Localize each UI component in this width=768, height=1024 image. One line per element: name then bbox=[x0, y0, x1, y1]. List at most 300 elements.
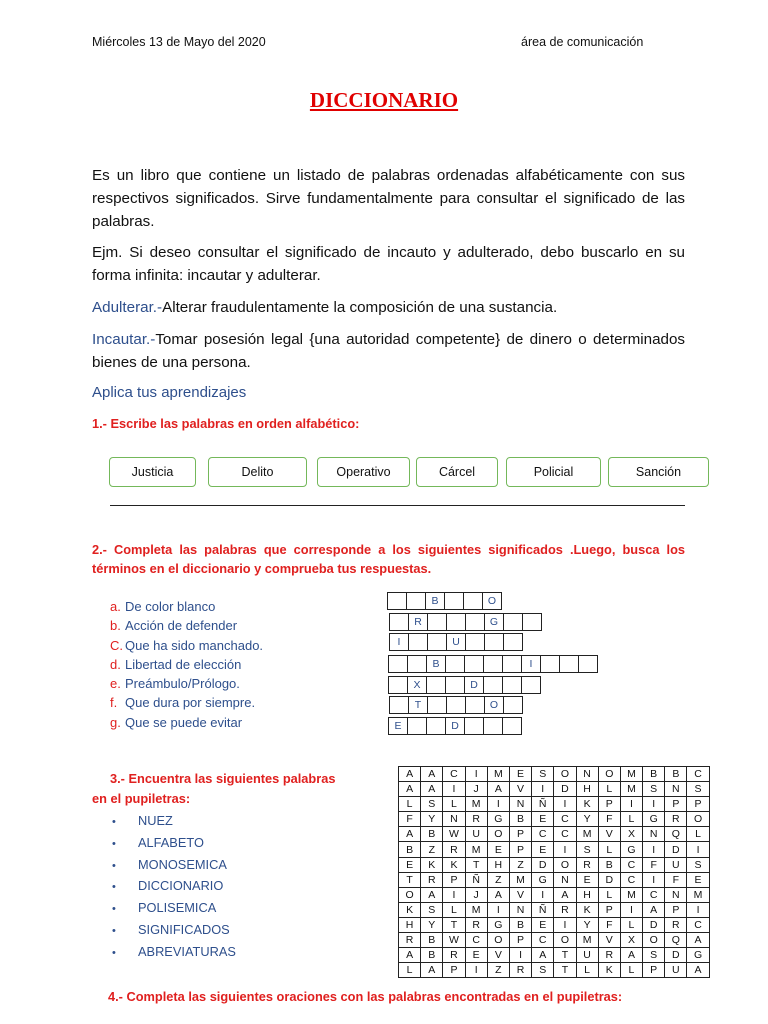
word-search-cell[interactable]: C bbox=[620, 872, 642, 887]
word-search-cell[interactable]: M bbox=[465, 842, 487, 857]
search-word-label: NUEZ bbox=[138, 813, 173, 828]
word-search-cell[interactable]: G bbox=[532, 872, 554, 887]
word-search-cell[interactable]: V bbox=[509, 887, 531, 902]
word-search-cell[interactable]: Z bbox=[487, 963, 509, 978]
word-search-cell[interactable]: M bbox=[509, 872, 531, 887]
word-search-cell[interactable]: D bbox=[643, 917, 665, 932]
word-search-row bbox=[399, 948, 710, 963]
word-search-cell[interactable]: R bbox=[576, 857, 598, 872]
word-search-cell[interactable]: R bbox=[465, 917, 487, 932]
search-word-label: SIGNIFICADOS bbox=[138, 921, 230, 937]
blank-letter-cell[interactable] bbox=[485, 634, 504, 651]
word-search-cell[interactable]: C bbox=[687, 767, 709, 782]
bullet-icon: • bbox=[112, 946, 116, 959]
word-search-cell[interactable]: A bbox=[421, 887, 443, 902]
word-search-cell[interactable]: V bbox=[598, 827, 620, 842]
word-search-cell[interactable]: E bbox=[576, 872, 598, 887]
blank-letter-cell[interactable] bbox=[484, 677, 503, 694]
blank-letter-cell[interactable] bbox=[428, 697, 447, 714]
bullet-icon: • bbox=[112, 816, 116, 828]
bullet-icon: • bbox=[112, 837, 116, 850]
word-search-cell[interactable]: E bbox=[465, 948, 487, 963]
word-search-cell[interactable]: A bbox=[399, 827, 421, 842]
blank-letter-cell[interactable] bbox=[504, 614, 523, 631]
word-search-cell[interactable]: O bbox=[554, 933, 576, 948]
word-search-cell[interactable]: T bbox=[399, 872, 421, 887]
definition-f bbox=[110, 693, 263, 712]
word-search-cell[interactable]: P bbox=[598, 902, 620, 917]
word-search-cell[interactable]: J bbox=[465, 887, 487, 902]
word-search-cell[interactable]: C bbox=[532, 827, 554, 842]
word-search-cell[interactable]: Y bbox=[421, 917, 443, 932]
blank-letter-cell[interactable] bbox=[504, 697, 523, 714]
word-search-cell[interactable]: H bbox=[576, 782, 598, 797]
word-search-cell[interactable]: B bbox=[598, 857, 620, 872]
word-search-cell[interactable]: E bbox=[532, 917, 554, 932]
word-search-cell[interactable]: J bbox=[465, 782, 487, 797]
blank-letter-cell[interactable] bbox=[427, 677, 446, 694]
word-search-cell[interactable]: Ñ bbox=[532, 902, 554, 917]
exercise4-title: 4.- Completa las siguientes oraciones con las palabras encontradas en el pupiletras: bbox=[108, 989, 623, 1004]
letter-grid-a bbox=[387, 592, 502, 610]
word-search-cell[interactable]: I bbox=[443, 887, 465, 902]
word-search-cell[interactable]: O bbox=[399, 887, 421, 902]
word-search-cell[interactable]: E bbox=[532, 842, 554, 857]
blank-letter-cell[interactable] bbox=[446, 677, 465, 694]
word-search-cell[interactable]: N bbox=[554, 872, 576, 887]
word-search-cell[interactable]: A bbox=[554, 887, 576, 902]
word-search-cell[interactable]: E bbox=[399, 857, 421, 872]
word-search-cell[interactable]: Ñ bbox=[465, 872, 487, 887]
given-letter-cell: U bbox=[447, 634, 466, 651]
word-search-cell[interactable]: G bbox=[643, 812, 665, 827]
word-search-cell[interactable]: O bbox=[687, 812, 709, 827]
word-search-cell[interactable]: H bbox=[576, 887, 598, 902]
word-search-cell[interactable]: Y bbox=[576, 917, 598, 932]
word-search-cell[interactable]: O bbox=[487, 933, 509, 948]
word-search-cell[interactable]: S bbox=[643, 782, 665, 797]
word-search-cell[interactable]: O bbox=[643, 933, 665, 948]
word-search-cell[interactable]: P bbox=[509, 842, 531, 857]
word-search-cell[interactable]: T bbox=[465, 857, 487, 872]
word-search-cell[interactable]: E bbox=[532, 812, 554, 827]
word-search-cell[interactable]: B bbox=[665, 767, 687, 782]
word-search-cell[interactable]: L bbox=[598, 782, 620, 797]
blank-letter-cell[interactable] bbox=[466, 697, 485, 714]
blank-letter-cell[interactable] bbox=[390, 614, 409, 631]
word-search-cell[interactable]: N bbox=[643, 827, 665, 842]
word-search-cell[interactable]: A bbox=[487, 782, 509, 797]
word-search-cell[interactable]: P bbox=[443, 872, 465, 887]
word-search-cell[interactable]: F bbox=[665, 872, 687, 887]
word-search-cell[interactable]: P bbox=[665, 902, 687, 917]
blank-letter-cell[interactable] bbox=[428, 634, 447, 651]
blank-letter-cell[interactable] bbox=[389, 656, 408, 673]
word-search-cell[interactable]: B bbox=[421, 827, 443, 842]
word-search-cell[interactable]: I bbox=[620, 902, 642, 917]
word-search-cell[interactable]: B bbox=[421, 933, 443, 948]
word-search-cell[interactable]: M bbox=[620, 887, 642, 902]
search-word-item bbox=[112, 942, 236, 964]
word-search-cell[interactable]: P bbox=[687, 797, 709, 812]
blank-letter-cell[interactable] bbox=[445, 593, 464, 610]
word-search-cell[interactable]: X bbox=[620, 827, 642, 842]
word-search-cell[interactable]: A bbox=[620, 948, 642, 963]
word-search-cell[interactable]: Z bbox=[421, 842, 443, 857]
word-search-cell[interactable]: P bbox=[643, 963, 665, 978]
word-search-cell[interactable]: T bbox=[554, 963, 576, 978]
blank-letter-cell[interactable] bbox=[464, 593, 483, 610]
word-search-cell[interactable]: L bbox=[687, 827, 709, 842]
word-search-cell[interactable]: Q bbox=[665, 933, 687, 948]
blank-letter-cell[interactable] bbox=[560, 656, 579, 673]
word-box-3 bbox=[317, 457, 410, 487]
word-search-cell[interactable]: P bbox=[509, 827, 531, 842]
search-word-label: ALFABETO bbox=[138, 834, 204, 850]
definition-letter: f. bbox=[110, 695, 118, 711]
word-search-cell[interactable]: I bbox=[620, 797, 642, 812]
blank-letter-cell[interactable] bbox=[579, 656, 598, 673]
word-search-cell[interactable]: I bbox=[465, 963, 487, 978]
definition-text: Que se puede evitar bbox=[125, 714, 243, 730]
given-letter-cell: O bbox=[483, 593, 502, 610]
word-search-cell[interactable]: B bbox=[509, 812, 531, 827]
word-search-cell[interactable]: M bbox=[576, 933, 598, 948]
word-search-cell[interactable]: A bbox=[532, 948, 554, 963]
apply-heading: Aplica tus aprendizajes bbox=[92, 384, 247, 401]
definition-text: Que dura por siempre. bbox=[125, 695, 256, 711]
word-search-cell[interactable]: A bbox=[399, 782, 421, 797]
definition-letter: e. bbox=[110, 676, 121, 692]
blank-letter-cell[interactable] bbox=[408, 718, 427, 735]
word-search-cell[interactable]: C bbox=[643, 887, 665, 902]
blank-letter-cell[interactable] bbox=[503, 718, 522, 735]
search-word-label: POLISEMICA bbox=[138, 900, 217, 916]
definition-e bbox=[110, 674, 263, 693]
word-search-cell[interactable]: F bbox=[598, 917, 620, 932]
word-search-cell[interactable]: O bbox=[598, 767, 620, 782]
word-search-cell[interactable]: O bbox=[554, 767, 576, 782]
word-search-cell[interactable]: K bbox=[443, 857, 465, 872]
word-search-cell[interactable]: O bbox=[554, 857, 576, 872]
word-search-cell[interactable]: I bbox=[532, 887, 554, 902]
word-search-cell[interactable]: I bbox=[554, 797, 576, 812]
word-search-cell[interactable]: U bbox=[665, 963, 687, 978]
word-search-cell[interactable]: D bbox=[598, 872, 620, 887]
word-search-cell[interactable]: G bbox=[487, 917, 509, 932]
word-search-cell[interactable]: B bbox=[399, 842, 421, 857]
word-search-cell[interactable]: A bbox=[399, 948, 421, 963]
word-search-cell[interactable]: T bbox=[443, 917, 465, 932]
word-search-cell[interactable]: A bbox=[687, 933, 709, 948]
word-search-cell[interactable]: N bbox=[509, 902, 531, 917]
word-search-cell[interactable]: L bbox=[443, 902, 465, 917]
blank-letter-cell[interactable] bbox=[427, 718, 446, 735]
given-letter-cell: R bbox=[409, 614, 428, 631]
word-search-cell[interactable]: B bbox=[643, 767, 665, 782]
word-search-cell[interactable]: K bbox=[598, 963, 620, 978]
word-search-cell[interactable]: N bbox=[576, 767, 598, 782]
word-search-cell[interactable]: R bbox=[598, 948, 620, 963]
given-letter-cell: B bbox=[427, 656, 446, 673]
search-word-label: ABREVIATURAS bbox=[138, 943, 236, 959]
word-search-cell[interactable]: V bbox=[487, 948, 509, 963]
word-search-cell[interactable]: T bbox=[554, 948, 576, 963]
word-search-cell[interactable]: W bbox=[443, 933, 465, 948]
exercise3-title-line1: 3.- Encuentra las siguientes palabras bbox=[110, 771, 336, 786]
word-search-cell[interactable]: I bbox=[443, 782, 465, 797]
word-search-cell[interactable]: A bbox=[643, 902, 665, 917]
adulterar-text: Alterar fraudulentamente la composición de una sustancia. bbox=[162, 299, 558, 316]
word-search-cell[interactable]: L bbox=[598, 842, 620, 857]
word-search-cell[interactable]: N bbox=[665, 887, 687, 902]
word-search-cell[interactable]: B bbox=[421, 948, 443, 963]
word-search-cell[interactable]: R bbox=[554, 902, 576, 917]
word-search-cell[interactable]: L bbox=[576, 963, 598, 978]
word-search-cell[interactable]: E bbox=[687, 872, 709, 887]
word-search-cell[interactable]: B bbox=[509, 917, 531, 932]
word-search-cell[interactable]: A bbox=[421, 963, 443, 978]
word-search-cell[interactable]: R bbox=[465, 812, 487, 827]
blank-letter-cell[interactable] bbox=[447, 614, 466, 631]
word-search-cell[interactable]: H bbox=[399, 917, 421, 932]
word-search-cell[interactable]: G bbox=[487, 812, 509, 827]
definition-text: Libertad de elección bbox=[125, 656, 242, 672]
given-letter-cell: T bbox=[409, 697, 428, 714]
word-search-cell[interactable]: C bbox=[443, 767, 465, 782]
word-search-cell[interactable]: A bbox=[421, 767, 443, 782]
blank-letter-cell[interactable] bbox=[503, 677, 522, 694]
word-search-cell[interactable]: O bbox=[487, 827, 509, 842]
blank-letter-cell[interactable] bbox=[389, 677, 408, 694]
word-box-label: Justicia bbox=[131, 465, 174, 479]
blank-letter-cell[interactable] bbox=[465, 656, 484, 673]
word-search-cell[interactable]: U bbox=[665, 857, 687, 872]
word-search-cell[interactable]: A bbox=[687, 963, 709, 978]
word-search-cell[interactable]: I bbox=[554, 842, 576, 857]
word-search-cell[interactable]: L bbox=[399, 797, 421, 812]
word-search-cell[interactable]: I bbox=[687, 902, 709, 917]
letter-grid-b bbox=[389, 613, 542, 631]
blank-letter-cell[interactable] bbox=[484, 656, 503, 673]
word-search-cell[interactable]: I bbox=[554, 917, 576, 932]
word-search-row bbox=[399, 902, 710, 917]
word-search-cell[interactable]: R bbox=[665, 812, 687, 827]
bullet-icon: • bbox=[112, 881, 116, 894]
word-search-cell[interactable]: L bbox=[598, 887, 620, 902]
word-search-cell[interactable]: L bbox=[620, 963, 642, 978]
word-search-cell[interactable]: X bbox=[620, 933, 642, 948]
word-search-cell[interactable]: E bbox=[487, 842, 509, 857]
search-word-item bbox=[112, 876, 236, 898]
word-search-cell[interactable]: Y bbox=[421, 812, 443, 827]
word-search-cell[interactable]: R bbox=[421, 872, 443, 887]
blank-letter-cell[interactable] bbox=[466, 614, 485, 631]
word-search-cell[interactable]: V bbox=[509, 782, 531, 797]
word-search-cell[interactable]: D bbox=[665, 842, 687, 857]
answer-line[interactable] bbox=[110, 505, 685, 506]
blank-letter-cell[interactable] bbox=[523, 614, 542, 631]
blank-letter-cell[interactable] bbox=[541, 656, 560, 673]
word-search-cell[interactable]: D bbox=[554, 782, 576, 797]
word-search-cell[interactable]: F bbox=[399, 812, 421, 827]
blank-letter-cell[interactable] bbox=[503, 656, 522, 673]
word-search-cell[interactable]: K bbox=[399, 902, 421, 917]
word-search-cell[interactable]: Q bbox=[665, 827, 687, 842]
word-search-cell[interactable]: M bbox=[576, 827, 598, 842]
intro-paragraph: Es un libro que contiene un listado de palabras ordenadas alfabéticamente con sus respectivos significados. Sirve fundamentalmente para consultar el significado de las palabras. bbox=[92, 167, 685, 230]
word-search-cell[interactable]: C bbox=[532, 933, 554, 948]
word-search-cell[interactable]: K bbox=[576, 797, 598, 812]
word-search-cell[interactable]: C bbox=[687, 917, 709, 932]
word-search-cell[interactable]: C bbox=[554, 812, 576, 827]
word-search-cell[interactable]: M bbox=[487, 767, 509, 782]
word-search-cell[interactable]: S bbox=[421, 902, 443, 917]
word-search-cell[interactable]: L bbox=[443, 797, 465, 812]
blank-letter-cell[interactable] bbox=[484, 718, 503, 735]
word-search-cell[interactable]: S bbox=[421, 797, 443, 812]
word-search-cell[interactable]: I bbox=[465, 767, 487, 782]
word-search-cell[interactable]: R bbox=[509, 963, 531, 978]
word-search-grid bbox=[398, 766, 710, 978]
word-search-cell[interactable]: P bbox=[598, 797, 620, 812]
word-search-cell[interactable]: U bbox=[576, 948, 598, 963]
word-search-cell[interactable]: K bbox=[421, 857, 443, 872]
header-date: Miércoles 13 de Mayo del 2020 bbox=[92, 35, 266, 49]
letter-grid-c bbox=[389, 633, 523, 651]
given-letter-cell: X bbox=[408, 677, 427, 694]
word-search-cell[interactable]: Y bbox=[576, 812, 598, 827]
word-search-cell[interactable]: Z bbox=[509, 857, 531, 872]
example-paragraph: Ejm. Si deseo consultar el significado de incauto y adulterado, debo buscarlo en su forma infinita: incautar y adulterar. bbox=[92, 244, 685, 284]
word-search-cell[interactable]: Z bbox=[487, 872, 509, 887]
word-search-row bbox=[399, 827, 710, 842]
blank-letter-cell[interactable] bbox=[522, 677, 541, 694]
blank-letter-cell[interactable] bbox=[504, 634, 523, 651]
word-search-row bbox=[399, 782, 710, 797]
word-box-1 bbox=[109, 457, 196, 487]
word-search-cell[interactable]: C bbox=[554, 827, 576, 842]
word-search-cell[interactable]: V bbox=[598, 933, 620, 948]
word-search-cell[interactable]: R bbox=[399, 933, 421, 948]
word-search-cell[interactable]: R bbox=[443, 842, 465, 857]
word-search-cell[interactable]: C bbox=[465, 933, 487, 948]
word-search-cell[interactable]: M bbox=[465, 797, 487, 812]
search-word-item bbox=[112, 855, 236, 877]
exercise2-title: 2.- Completa las palabras que corresponde a los siguientes significados .Luego, busca los términos en el diccionario y comprueba tus respuestas. bbox=[92, 542, 685, 576]
word-search-cell[interactable]: S bbox=[687, 857, 709, 872]
word-search-row bbox=[399, 917, 710, 932]
blank-letter-cell[interactable] bbox=[409, 634, 428, 651]
definition-d bbox=[110, 655, 263, 674]
word-search-cell[interactable]: R bbox=[443, 948, 465, 963]
word-search-cell[interactable]: P bbox=[665, 797, 687, 812]
blank-letter-cell[interactable] bbox=[390, 697, 409, 714]
word-search-cell[interactable]: I bbox=[643, 842, 665, 857]
blank-letter-cell[interactable] bbox=[466, 634, 485, 651]
given-letter-cell: E bbox=[389, 718, 408, 735]
word-search-cell[interactable]: M bbox=[465, 902, 487, 917]
definition-text: Preámbulo/Prólogo. bbox=[125, 676, 240, 692]
bullet-icon: • bbox=[112, 924, 116, 937]
word-box-label: Delito bbox=[241, 465, 274, 479]
word-search-cell[interactable]: L bbox=[399, 963, 421, 978]
word-box-2 bbox=[208, 457, 307, 487]
word-search-cell[interactable]: I bbox=[643, 872, 665, 887]
blank-letter-cell[interactable] bbox=[465, 718, 484, 735]
word-search-cell[interactable]: K bbox=[576, 902, 598, 917]
letter-grid-g bbox=[388, 717, 522, 735]
word-search-cell[interactable]: U bbox=[465, 827, 487, 842]
word-search-cell[interactable]: M bbox=[620, 767, 642, 782]
header-area: área de comunicación bbox=[521, 35, 644, 49]
definition-letter: g. bbox=[110, 714, 121, 730]
word-search-cell[interactable]: L bbox=[620, 917, 642, 932]
word-search-cell[interactable]: F bbox=[598, 812, 620, 827]
word-search-cell[interactable]: Ñ bbox=[532, 797, 554, 812]
search-word-item bbox=[112, 811, 236, 833]
blank-letter-cell[interactable] bbox=[447, 697, 466, 714]
word-search-cell[interactable]: F bbox=[643, 857, 665, 872]
search-word-label: MONOSEMICA bbox=[138, 856, 227, 872]
definition-a bbox=[110, 597, 263, 616]
word-search-cell[interactable]: A bbox=[421, 782, 443, 797]
word-search-cell[interactable]: I bbox=[487, 902, 509, 917]
word-search-cell[interactable]: R bbox=[665, 917, 687, 932]
word-search-cell[interactable]: N bbox=[443, 812, 465, 827]
word-search-cell[interactable]: H bbox=[487, 857, 509, 872]
word-search-cell[interactable]: D bbox=[532, 857, 554, 872]
word-search-cell[interactable]: W bbox=[443, 827, 465, 842]
word-search-cell[interactable]: A bbox=[399, 767, 421, 782]
word-search-cell[interactable]: A bbox=[487, 887, 509, 902]
word-search-cell[interactable]: I bbox=[687, 842, 709, 857]
word-search-cell[interactable]: S bbox=[532, 767, 554, 782]
word-search-cell[interactable]: G bbox=[687, 948, 709, 963]
word-search-cell[interactable]: G bbox=[620, 842, 642, 857]
word-search-cell[interactable]: E bbox=[509, 767, 531, 782]
given-letter-cell: D bbox=[465, 677, 484, 694]
word-search-cell[interactable]: I bbox=[487, 797, 509, 812]
given-letter-cell: O bbox=[485, 697, 504, 714]
letter-grid-f bbox=[389, 696, 523, 714]
word-search-cell[interactable]: I bbox=[509, 948, 531, 963]
word-search-cell[interactable]: C bbox=[620, 857, 642, 872]
word-search-cell[interactable]: M bbox=[620, 782, 642, 797]
word-search-cell[interactable]: S bbox=[687, 782, 709, 797]
word-search-cell[interactable]: N bbox=[509, 797, 531, 812]
word-search-cell[interactable]: D bbox=[665, 948, 687, 963]
word-search-cell[interactable]: M bbox=[687, 887, 709, 902]
word-search-cell[interactable]: S bbox=[532, 963, 554, 978]
word-search-cell[interactable]: L bbox=[620, 812, 642, 827]
word-search-cell[interactable]: P bbox=[443, 963, 465, 978]
word-search-cell[interactable]: I bbox=[643, 797, 665, 812]
blank-letter-cell[interactable] bbox=[388, 593, 407, 610]
blank-letter-cell[interactable] bbox=[446, 656, 465, 673]
blank-letter-cell[interactable] bbox=[428, 614, 447, 631]
blank-letter-cell[interactable] bbox=[408, 656, 427, 673]
adulterar-definition bbox=[92, 296, 685, 319]
blank-letter-cell[interactable] bbox=[407, 593, 426, 610]
word-search-row bbox=[399, 857, 710, 872]
word-search-cell[interactable]: S bbox=[643, 948, 665, 963]
word-search-cell[interactable]: S bbox=[576, 842, 598, 857]
word-search-cell[interactable]: I bbox=[532, 782, 554, 797]
incautar-term: Incautar.- bbox=[92, 331, 156, 348]
word-search-cell[interactable]: N bbox=[665, 782, 687, 797]
word-search-cell[interactable]: P bbox=[509, 933, 531, 948]
